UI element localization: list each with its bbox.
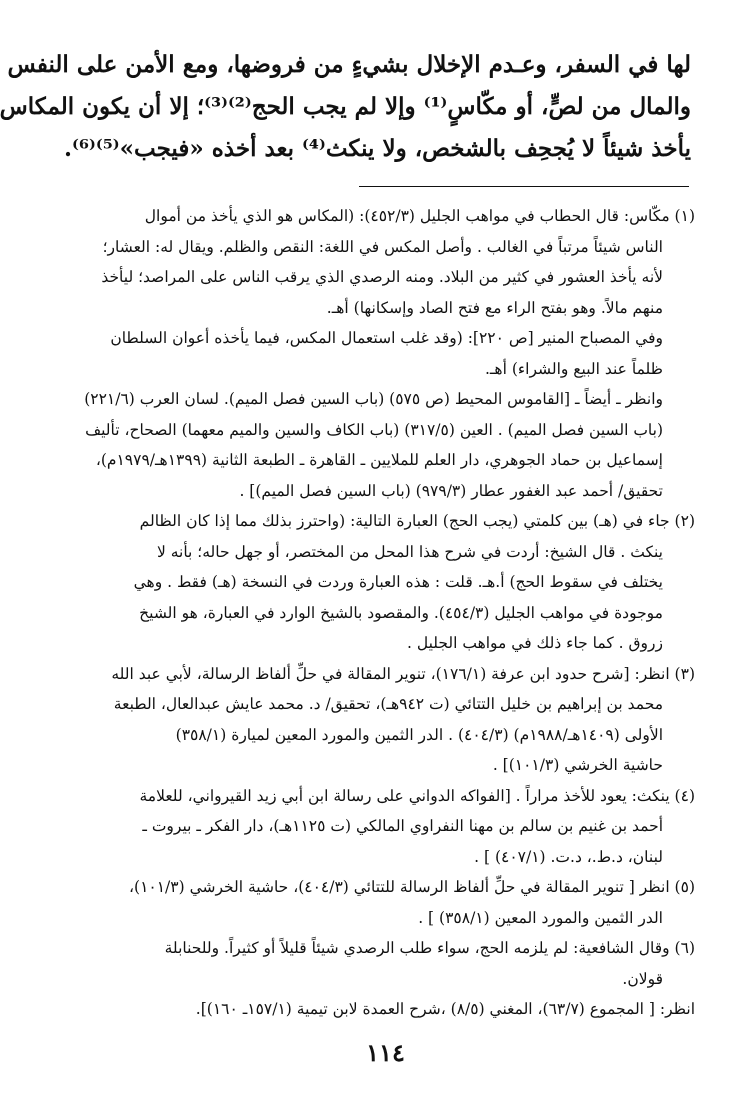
footnote-line: (٥) انظر [ تنوير المقالة في حلِّ ألفاظ الرسالة للتتائي (٤٠٤/٣)، حاشية الخرشي (١٠١/٣)، <box>129 878 695 896</box>
footnote-line: (١) مكّاس: قال الحطاب في مواهب الجليل (٤٥٢/٣): (المكاس هو الذي يأخذ من أموال <box>144 207 695 225</box>
footnote-line: (٤) ينكث: يعود للأخذ مراراً . [الفواكه الدواني على رسالة ابن أبي زيد القيرواني، للعلامة <box>139 786 695 805</box>
footnote-line: تحقيق/ أحمد عبد الغفور عطار (٩٧٩/٣) (باب السين فصل الميم)] . <box>239 481 663 500</box>
footnote-line: (٦) وقال الشافعية: لم يلزمه الحج، سواء طلب الرصدي شيئاً قليلاً أو كثيراً. وللحنابلة <box>164 939 695 957</box>
footnote-line: يختلف في سقوط الحج) أ.هـ. قلت : هذه العبارة وردت في النسخة (هـ) فقط . وهي <box>133 573 663 591</box>
footnote-line: الدر الثمين والمورد المعين (٣٥٨/١) ] . <box>418 908 663 927</box>
footnote-line: وفي المصباح المنير [ص ٢٢٠]: (وقد غلب استعمال المكس، فيما يأخذه أعوان السلطان <box>110 329 663 347</box>
footnote-line: الأولى (١٤٠٩هـ/١٩٨٨م) (٤٠٤/٣) . الدر الثمين والمورد المعين لميارة (٣٥٨/١) <box>175 725 663 744</box>
footnote-line: زروق . كما جاء ذلك في مواهب الجليل . <box>406 634 663 652</box>
main-text-block <box>0 44 697 170</box>
footnote-line: (باب السين فصل الميم) . العين (٣١٧/٥) (باب الكاف والسين والميم معهما) الصحاح، تأليف <box>85 420 663 439</box>
footnote-line: أحمد بن غنيم بن سالم بن مهنا النفراوي المالكي (ت ١١٢٥هـ)، دار الفكر ـ بيروت ـ <box>142 817 663 835</box>
footnote-line: محمد بن إبراهيم بن خليل التتائي (ت ٩٤٢هـ)، تحقيق/ د. محمد عايش عبدالعال، الطبعة <box>113 695 663 713</box>
footnote-line: حاشية الخرشي (١٠١/٣)] . <box>492 756 663 774</box>
footnote-6 <box>64 933 697 1025</box>
footnote-line: لأنه يأخذ العشور في كثير من البلاد. ومنه الرصدي الذي يرقب الناس على المراصد؛ ليأخذ <box>101 268 663 286</box>
footnote-line: إسماعيل بن حماد الجوهري، دار العلم للملايين ـ القاهرة ـ الطبعة الثانية (١٣٩٩هـ/١٩٧٩م)، <box>95 451 663 469</box>
footnote-line: (٣) انظر: [شرح حدود ابن عرفة (١٧٦/١)، تنوير المقالة في حلِّ ألفاظ الرسالة، لأبي عبد الله <box>111 664 695 683</box>
footnote-1 <box>64 201 697 506</box>
footnote-line: موجودة في مواهب الجليل (٤٥٤/٣). والمقصود بالشيخ الوارد في العبارة، هو الشيخ <box>139 603 663 622</box>
footnote-line: ينكث . قال الشيخ: أردت في شرح هذا المحل من المختصر، أو جهل حاله؛ بأنه لا <box>156 542 663 561</box>
main-text-line: والمال من لصٍّ، أو مكّاسٍ⁽¹⁾ وإلا لم يجب الحج⁽²⁾⁽³⁾؛ إلا أن يكون المكاس <box>0 93 691 120</box>
book-page <box>0 44 697 1108</box>
footnote-line: انظر: [ المجموع (٦٣/٧)، المغني (٨/٥) ،شرح العمدة لابن تيمية (١٥٧/١ـ ١٦٠)]. <box>195 1000 695 1018</box>
page-number: ١١٤ <box>366 1038 405 1067</box>
footnote-2 <box>64 506 697 659</box>
footnote-line: لبنان، د.ط.، د.ت. (٤٠٧/١) ] . <box>474 847 663 866</box>
main-text-line: يأخذ شيئاً لا يُجحِف بالشخص، ولا ينكث⁽⁴⁾ بعد أخذه «فيجب»⁽⁵⁾⁽⁶⁾. <box>64 135 691 162</box>
footnote-separator <box>359 186 689 187</box>
footnotes-section <box>64 201 697 1025</box>
footnote-line: قولان. <box>622 969 663 988</box>
footnote-line: منهم مالاً. وهو بفتح الراء مع فتح الصاد وإسكانها) أهـ. <box>326 298 663 317</box>
footnote-line: الناس شيئاً مرتباً في الغالب . وأصل المكس في اللغة: النقص والظلم. ويقال له: العشار؛ <box>102 237 663 256</box>
footnote-4 <box>64 781 697 873</box>
footnote-line: وانظر ـ أيضاً ـ [القاموس المحيط (ص ٥٧٥) (باب السين فصل الميم). لسان العرب (٢٢١/٦) <box>84 390 663 408</box>
footnote-3 <box>64 659 697 781</box>
footnote-5 <box>64 872 697 933</box>
main-text-line: لها في السفر، وعـدم الإخلال بشيءٍ من فروضها، ومع الأمن على النفس <box>7 51 691 78</box>
footnote-line: ظلماً عند البيع والشراء) أهـ. <box>484 359 663 378</box>
footnote-line: (٢) جاء في (هـ) بين كلمتي (يجب الحج) العبارة التالية: (واحترز بذلك مما إذا كان الظالم <box>139 512 695 530</box>
